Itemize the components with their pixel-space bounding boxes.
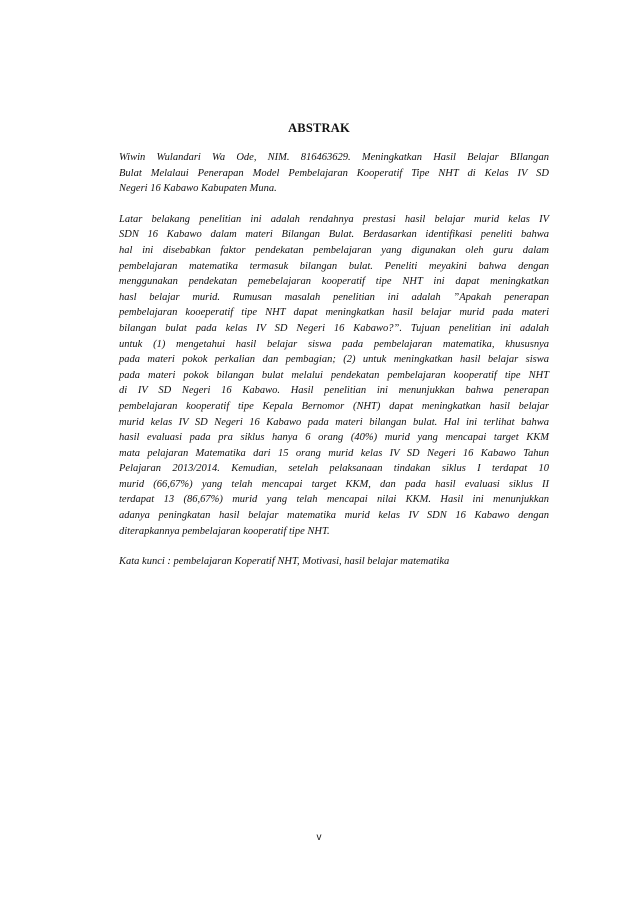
abstract-line: murid (66,67%) yang telah mencapai target KKM, dan pada hasil evaluasi siklus II xyxy=(119,478,549,490)
abstract-line: pada materi pokok bilangan bulat melalui pendekatan pembelajaran kooperatif tipe NHT xyxy=(119,369,549,381)
citation-line: Wiwin Wulandari Wa Ode, NIM. 816463629. Meningkatkan Hasil Belajar BIlangan xyxy=(119,152,549,163)
abstract-line: hasil evaluasi pada pra siklus hanya 6 orang (40%) murid yang mencapai target KKM xyxy=(119,432,549,444)
abstract-line: terdapat 13 (86,67%) murid yang telah mencapai nilai KKM. Hasil ini menunjukkan xyxy=(119,494,549,506)
abstract-line: menggunakan pendekatan pemebelajaran kooperatif tipe NHT ini dapat meningkatkan xyxy=(119,276,549,288)
abstract-line: bilangan bulat pada kelas IV SD Negeri 16 Kabawo?”. Tujuan penelitian ini adalah xyxy=(119,322,549,334)
abstract-line: pembelajaran kooeperatif tipe NHT dapat meningkatkan hasil belajar murid pada materi xyxy=(119,307,549,319)
abstract-line: Latar belakang penelitian ini adalah rendahnya prestasi hasil belajar murid kelas IV xyxy=(119,213,549,225)
citation-line: Bulat Melalaui Penerapan Model Pembelajaran Kooperatif Tipe NHT di Kelas IV SD xyxy=(119,167,549,179)
abstract-line: Pelajaran 2013/2014. Kemudian, setelah pelaksanaan tindakan siklus I terdapat 10 xyxy=(119,463,549,475)
abstract-line: mata pelajaran Matematika dari 15 orang murid kelas IV SD Negeri 16 Kabawo Tahun xyxy=(119,447,549,459)
abstract-paragraph xyxy=(119,212,549,539)
abstract-line: pada materi pokok perkalian dan pembagian; (2) untuk meningkatkan hasil belajar siswa xyxy=(119,354,549,366)
abstract-line: pembelajaran matematika termasuk bilangan bulat. Peneliti meyakini bahwa dengan xyxy=(119,260,549,272)
abstract-line: adanya peningkatan hasil belajar matematika murid kelas IV SDN 16 Kabawo dengan xyxy=(119,510,549,522)
abstract-line: untuk (1) mengetahui hasil belajar siswa pada pembelajaran matematika, khususnya xyxy=(119,338,549,350)
abstract-title: ABSTRAK xyxy=(288,121,350,135)
keywords xyxy=(119,554,549,570)
abstract-body xyxy=(119,150,549,570)
abstract-line: di IV SD Negeri 16 Kabawo. Hasil penelitian ini menunjukkan bahwa penerapan xyxy=(119,385,549,397)
abstract-line: SDN 16 Kabawo dalam materi Bilangan Bulat. Berdasarkan identifikasi peneliti bahwa xyxy=(119,229,549,241)
citation-block xyxy=(119,150,549,197)
abstract-line: diterapkannya pembelajaran kooperatif tipe NHT. xyxy=(119,525,330,537)
abstract-line: hasl belajar murid. Rumusan masalah penelitian ini adalah ”Apakah penerapan xyxy=(119,291,549,303)
citation-line: Negeri 16 Kabawo Kabupaten Muna. xyxy=(119,183,277,195)
page-number: v xyxy=(316,832,322,843)
abstract-line: murid kelas IV SD Negeri 16 Kabawo pada materi bilangan bulat. Hal ini terlihat bahwa xyxy=(119,416,549,428)
abstract-line: hal ini disebabkan faktor pendekatan pembelajaran yang digunakan oleh guru dalam xyxy=(119,244,549,256)
abstract-line: pembelajaran kooperatif tipe Kepala Bernomor (NHT) dapat meningkatkan hasil belajar xyxy=(119,400,549,412)
keywords-line: Kata kunci : pembelajaran Koperatif NHT, Motivasi, hasil belajar matematika xyxy=(119,556,450,568)
